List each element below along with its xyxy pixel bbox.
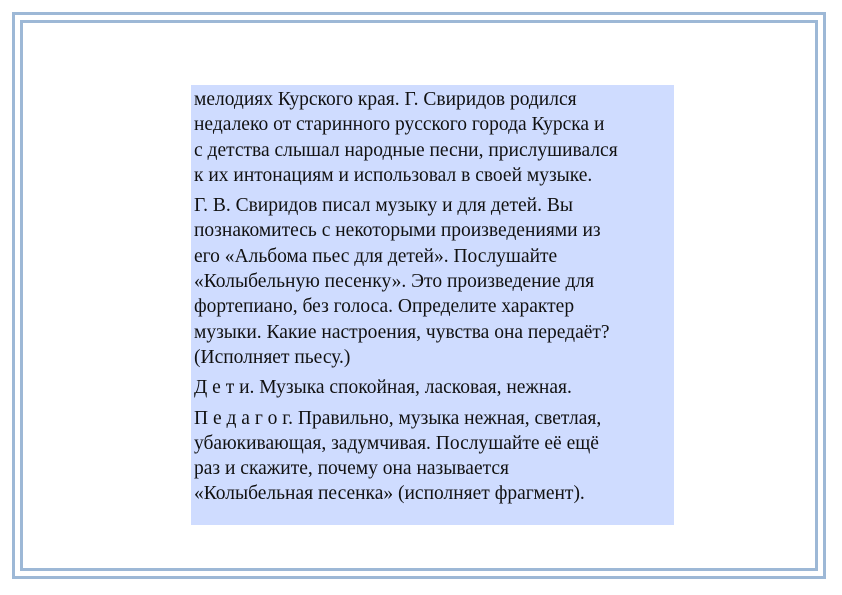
text-line: Д е т и. Музыка спокойная, ласковая, нежная. xyxy=(194,377,572,399)
text-line: (Исполняет пьесу.) xyxy=(194,346,351,368)
text-box xyxy=(191,85,674,525)
text-line: его «Альбома пьес для детей». Послушайте xyxy=(194,245,558,267)
text-line: П е д а г о г. Правильно, музыка нежная, светлая, xyxy=(194,407,602,429)
paragraph-composer-biography xyxy=(194,87,670,188)
paragraph-children-answer xyxy=(194,375,670,400)
text-line: музыки. Какие настроения, чувства она передаёт? xyxy=(194,321,610,343)
text-line: познакомитесь с некоторыми произведениями из xyxy=(194,220,601,242)
text-line: мелодиях Курского края. Г. Свиридов родился xyxy=(194,89,577,110)
text-line: «Колыбельную песенку». Это произведение для xyxy=(194,271,595,293)
text-line: фортепиано, без голоса. Определите характер xyxy=(194,296,575,318)
text-line: с детства слышал народные песни, прислушивался xyxy=(194,139,618,161)
paragraph-teacher-reply xyxy=(194,406,670,507)
text-line: Г. В. Свиридов писал музыку и для детей. Вы xyxy=(194,195,573,217)
text-line: раз и скажите, почему она называется xyxy=(194,458,509,480)
paragraph-children-album xyxy=(194,193,670,370)
text-line: недалеко от старинного русского города Курска и xyxy=(194,114,605,136)
text-line: «Колыбельная песенка» (исполняет фрагмент). xyxy=(194,483,585,505)
text-line: к их интонациям и использовал в своей музыке. xyxy=(194,164,593,186)
text-line: убаюкивающая, задумчивая. Послушайте её ещё xyxy=(194,432,599,454)
